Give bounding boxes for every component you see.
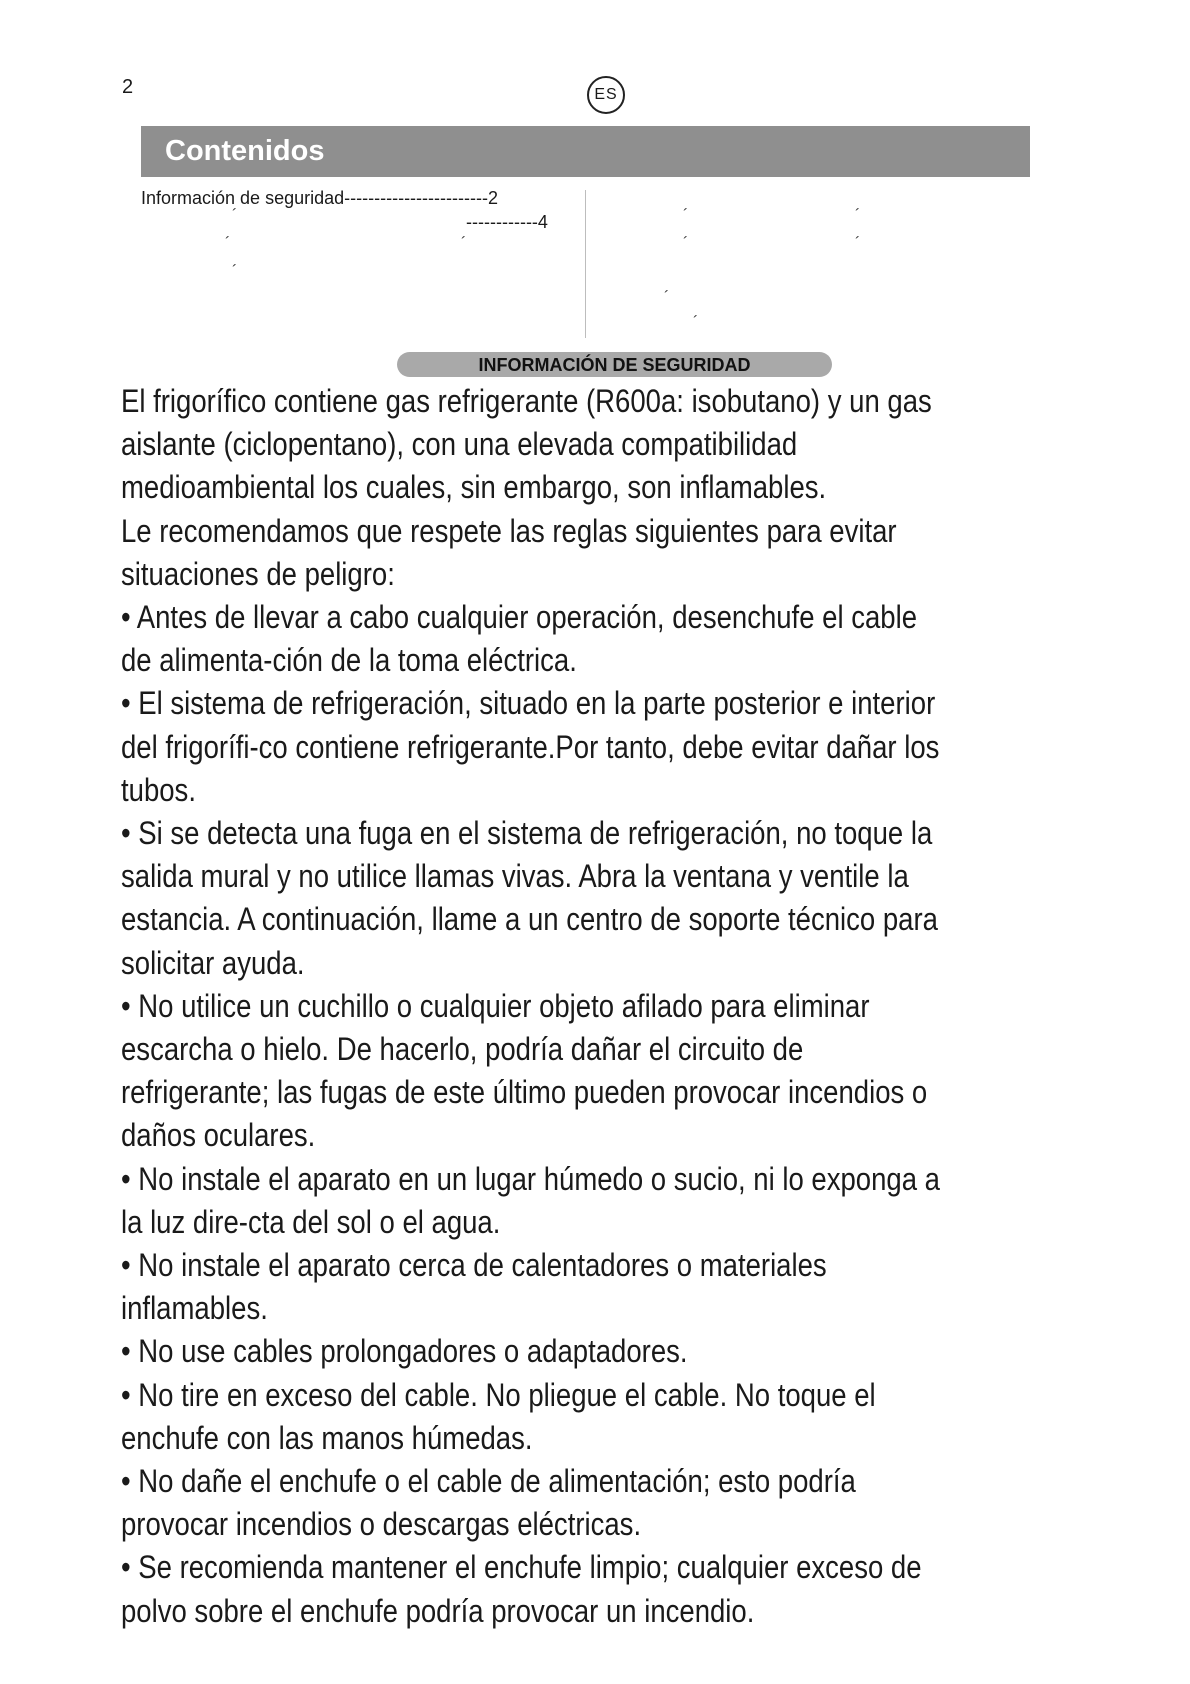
toc-accent-mark: ´ [855,235,861,252]
list-item: • Se recomienda mantener el enchufe limpio; cualquier exceso de polvo sobre el enchufe podría provocar un incendio. [121,1549,922,1629]
list-item: • No use cables prolongadores o adaptadores. [121,1333,688,1370]
toc-accent-mark: ´ [855,207,861,224]
contents-header: Contenidos [141,126,1030,177]
safety-text [121,380,947,1633]
list-item: • Si se detecta una fuga en el sistema de refrigeración, no toque la salida mural y no utilice llamas vivas. Abra la ventana y ventile la estancia. A continuación, llame a un centro de soporte técnico para solicitar ayuda. [121,815,938,981]
paragraph: El frigorífico contiene gas refrigerante (R600a: isobutano) y un gas aislante (ciclopentano), con una elevada compatibilidad medioambiental los cuales, sin embargo, son inflamables. [121,383,932,506]
toc-accent-mark: ´ [683,235,689,252]
toc-accent-mark: ´ [232,263,238,280]
list-item: • No tire en exceso del cable. No pliegue el cable. No toque el enchufe con las manos húmedas. [121,1376,876,1456]
language-badge: ES [587,76,625,114]
table-of-contents [141,186,571,234]
list-item: • No dañe el enchufe o el cable de alimentación; esto podría provocar incendios o descargas eléctricas. [121,1463,856,1543]
list-item: • No utilice un cuchillo o cualquier objeto afilado para eliminar escarcha o hielo. De hacerlo, podría dañar el circuito de refrigerante; las fugas de este último pueden provocar incendios o daños oculares. [121,987,928,1154]
toc-accent-mark: ´ [225,235,231,252]
toc-entry-safety[interactable]: Información de seguridad------------------------2 [141,188,498,208]
toc-accent-mark: ´ [693,314,699,331]
toc-entry-second[interactable] [141,207,571,234]
list-item: • No instale el aparato cerca de calentadores o materiales inflamables. [121,1247,827,1327]
list-item: • Antes de llevar a cabo cualquier operación, desenchufe el cable de alimenta-ción de la toma eléctrica. [121,599,918,679]
toc-divider [585,190,586,338]
list-item: • El sistema de refrigeración, situado en la parte posterior e interior del frigorífi-co contiene refrigerante.Por tanto, debe evitar dañar los tubos. [121,685,940,808]
list-item: • No instale el aparato en un lugar húmedo o sucio, ni lo exponga a la luz dire-cta del sol o el agua. [121,1160,940,1240]
page-number: 2 [122,76,134,98]
toc-accent-mark: ´ [461,235,467,252]
toc-accent-mark: ´ [664,289,670,306]
section-heading: INFORMACIÓN DE SEGURIDAD [397,352,832,377]
toc-accent-mark: ´ [683,207,689,224]
toc-accent-mark: ´ [232,207,238,224]
toc-entry-page: ------------4 [466,212,548,232]
paragraph: Le recomendamos que respete las reglas siguientes para evitar situaciones de peligro: [121,512,897,592]
